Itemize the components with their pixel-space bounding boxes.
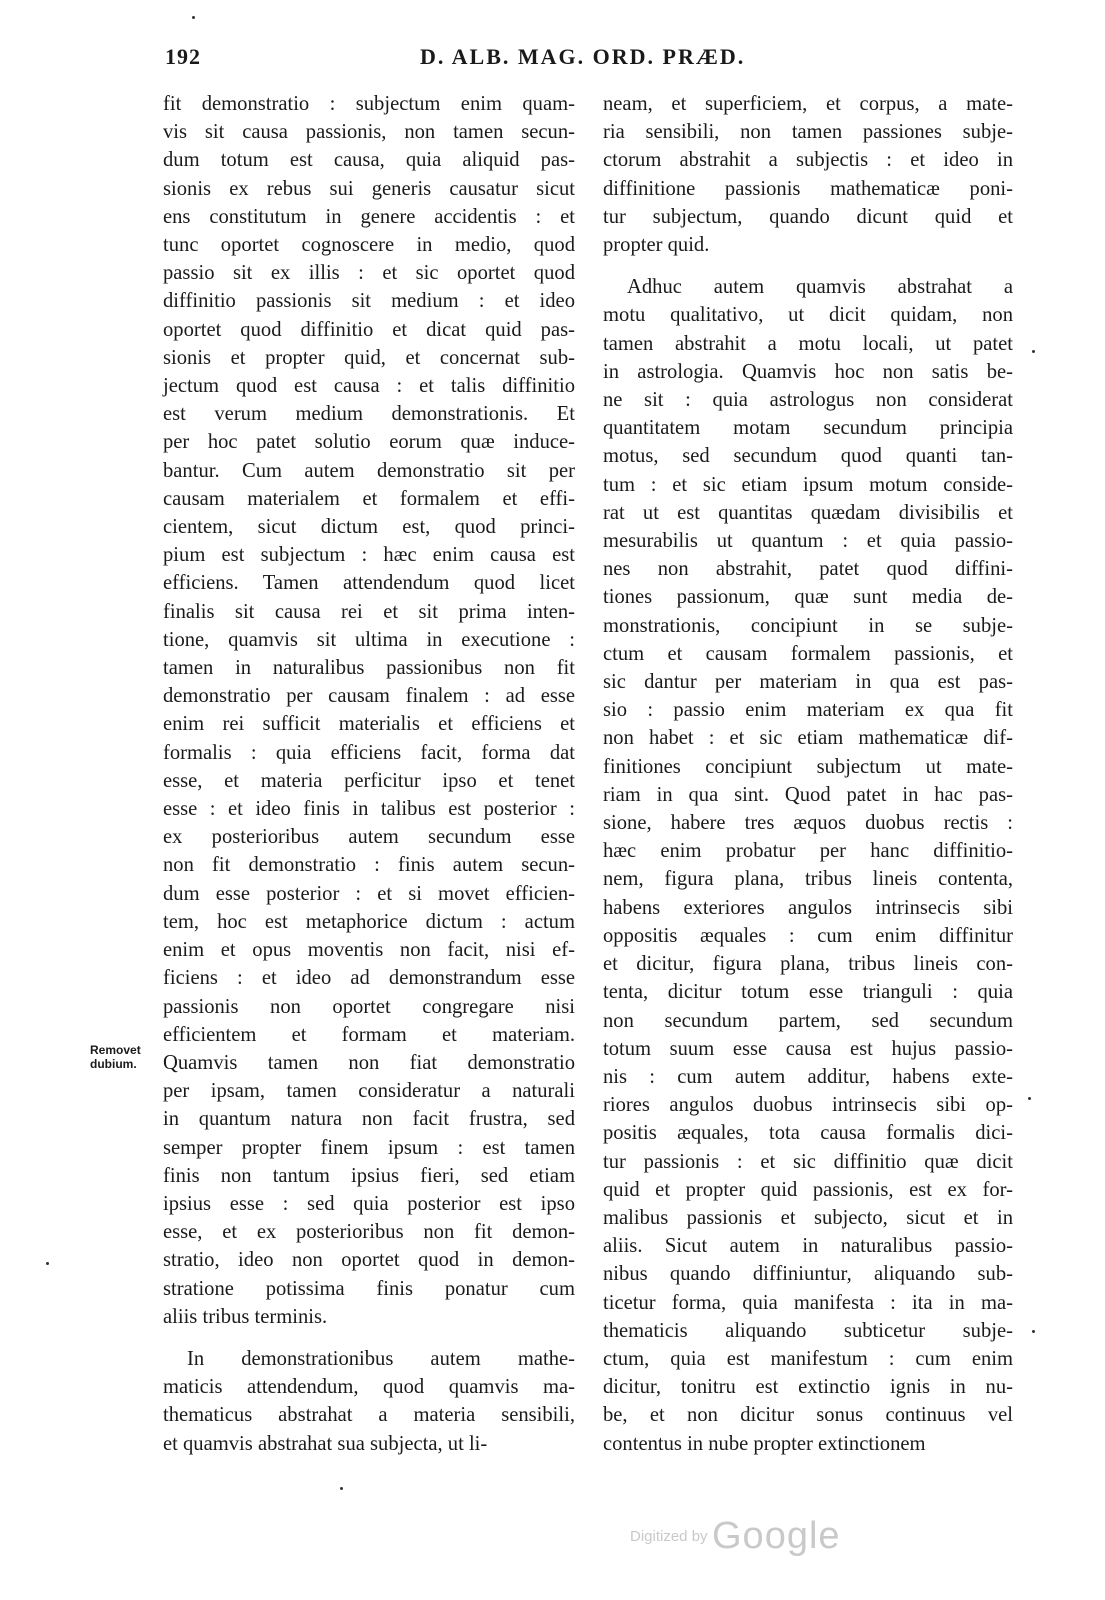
digitized-by-text: Digitized by [630,1528,708,1545]
text-line: ipsius esse : sed quia posterior est ipso [163,1192,575,1215]
text-line: formalis : quia efficiens facit, forma dat [163,741,575,764]
text-line: esse, et ex posterioribus non fit demon- [163,1221,575,1244]
text-line: bantur. Cum autem demonstratio sit per [163,459,575,482]
text-line: ens constitutum in genere accidentis : et [163,205,575,228]
text-line: non habet : et sic etiam mathematicæ dif- [603,727,1013,750]
text-line: non secundum partem, sed secundum [603,1009,1013,1032]
text-line: aliis. Sicut autem in naturalibus passio- [603,1235,1013,1258]
text-line: stratione potissima finis ponatur cum [163,1277,575,1300]
text-line: jectum quod est causa : et talis diffinitio [163,375,575,398]
text-line: neam, et superficiem, et corpus, a mate- [603,93,1013,115]
text-line: esse : et ideo finis in talibus est posterior : [163,798,575,821]
text-line: thematicis aliquando subticetur subje- [603,1319,1013,1342]
text-line: esse, et materia perficitur ipso et tenet [163,769,575,792]
text-line: ria sensibili, non tamen passiones subje- [603,121,1013,144]
text-line: malibus passionis et subjecto, sicut et in [603,1206,1013,1229]
text-line: tiones passionum, quæ sunt media de- [603,586,1013,609]
margin-note [90,1043,141,1071]
text-line: riores angulos duobus intrinsecis sibi op- [603,1094,1013,1117]
text-line: quantitatem motam secundum principia [603,417,1013,440]
text-line: dum totum est causa, quia aliquid pas- [163,149,575,172]
text-line: tione, quamvis sit ultima in executione : [163,628,575,651]
text-line: fit demonstratio : subjectum enim quam- [163,93,575,115]
text-line: diffinitio passionis sit medium : et ideo [163,290,575,313]
text-line: passionis non oportet congregare nisi [163,995,575,1018]
text-line: propter quid. [603,234,710,257]
text-line: stratio, ideo non oportet quod in demon- [163,1249,575,1272]
paragraph-gap [163,1331,575,1345]
text-line: enim et opus moventis non facit, nisi ef- [163,939,575,962]
paragraph [603,273,1013,1458]
paragraph [163,1345,575,1458]
text-line: hæc enim probatur per hanc diffinitio- [603,840,1013,863]
text-line: thematicus abstrahat a materia sensibili, [163,1404,575,1427]
text-line: sio : passio enim materiam ex qua fit [603,699,1013,722]
left-column [163,90,575,1458]
text-line: diffinitione passionis mathematicæ poni- [603,177,1013,200]
text-line: positis æquales, tota causa formalis dici- [603,1122,1013,1145]
text-line: et quamvis abstrahat sua subjecta, ut li- [163,1432,488,1455]
text-line: ctum, quia est manifestum : cum enim [603,1347,1013,1370]
text-line: tenta, dicitur totum esse trianguli : quia [603,981,1013,1004]
text-line: non fit demonstratio : finis autem secun- [163,854,575,877]
text-line: mesurabilis ut quantum : et quia passio- [603,530,1013,553]
text-line: rat ut est quantitas quædam divisibilis et [603,501,1013,524]
page-number: 192 [165,44,201,69]
scan-speck [1032,350,1035,353]
text-line: tur subjectum, quando dicunt quid et [603,205,1013,228]
margin-note-line: Removet [90,1043,141,1057]
text-line: tunc oportet cognoscere in medio, quod [163,234,575,257]
text-line: ctorum abstrahit a subjectis : et ideo in [603,149,1013,172]
text-line: cientem, sicut dictum est, quod princi- [163,516,575,539]
text-line: sione, habere tres æquos duobus rectis : [603,812,1013,835]
text-line: tem, hoc est metaphorice dictum : actum [163,910,575,933]
text-line: quid et propter quid passionis, est ex for- [603,1178,1013,1201]
text-line: per hoc patet solutio eorum quæ induce- [163,431,575,454]
text-line: be, et non dicitur sonus continuus vel [603,1404,1013,1427]
text-line: ticetur forma, quia manifesta : ita in ma- [603,1291,1013,1314]
text-line: tamen in naturalibus passionibus non fit [163,657,575,680]
text-line: nibus quando diffiniuntur, aliquando sub- [603,1263,1013,1286]
text-line: habens exteriores angulos intrinsecis sibi [603,896,1013,919]
scan-speck [192,16,195,19]
text-line: finis non tantum ipsius fieri, sed etiam [163,1164,575,1187]
text-line: pium est subjectum : hæc enim causa est [163,544,575,567]
text-line: finitiones concipiunt subjectum ut mate- [603,755,1013,778]
text-line: est verum medium demonstrationis. Et [163,403,575,426]
text-line: totum suum esse causa est hujus passio- [603,1037,1013,1060]
paragraph [163,90,575,1331]
scan-speck [340,1487,343,1490]
text-line: enim rei sufficit materialis et efficiens et [163,713,575,736]
text-line: tur passionis : et sic diffinitio quæ dicit [603,1150,1013,1173]
text-line: contentus in nube propter extinctionem [603,1432,926,1455]
margin-note-line: dubium. [90,1057,137,1071]
google-logo: Google [712,1515,841,1557]
text-line: ne sit : quia astrologus non considerat [603,389,1013,412]
text-line: et dicitur, figura plana, tribus lineis con- [603,953,1013,976]
text-line: passio sit ex illis : et sic oportet quod [163,262,575,285]
text-line: tum : et sic etiam ipsum motum conside- [603,473,1013,496]
text-line: efficiens. Tamen attendendum quod licet [163,572,575,595]
text-line: aliis tribus terminis. [163,1305,328,1328]
text-line: efficientem et formam et materiam. [163,1023,575,1046]
text-line: per ipsam, tamen consideratur a naturali [163,1080,575,1103]
text-line: ctum et causam formalem passionis, et [603,642,1013,665]
text-line: monstrationis, concipiunt in se subje- [603,614,1013,637]
text-line: vis sit causa passionis, non tamen secun- [163,121,575,144]
scan-speck [1028,1097,1031,1100]
text-line: in quantum natura non facit frustra, sed [163,1108,575,1131]
text-line: nis : cum autem additur, habens exte- [603,1065,1013,1088]
text-line: oppositis æquales : cum enim diffinitur [603,924,1013,947]
scan-speck [1032,1330,1035,1333]
text-line: sionis ex rebus sui generis causatur sicut [163,177,575,200]
text-line: tamen abstrahit a motu locali, ut patet [603,332,1013,355]
text-line: In demonstrationibus autem mathe- [187,1347,575,1370]
text-line: nes non abstrahit, patet quod diffini- [603,558,1013,581]
paragraph [603,90,1013,259]
right-column [603,90,1013,1458]
text-line: semper propter finem ipsum : est tamen [163,1136,575,1159]
running-title: D. ALB. MAG. ORD. PRÆD. [420,44,746,69]
text-line: nem, figura plana, tribus lineis contenta, [603,868,1013,891]
paragraph-gap [603,259,1013,273]
text-line: oportet quod diffinitio et dicat quid pas- [163,318,575,341]
text-line: Adhuc autem quamvis abstrahat a [627,276,1013,299]
text-line: sionis et propter quid, et concernat sub- [163,346,575,369]
text-line: sic dantur per materiam in qua est pas- [603,671,1013,694]
text-line: Quamvis tamen non fiat demonstratio [163,1051,575,1074]
text-line: riam in qua sint. Quod patet in hac pas- [603,783,1013,806]
digitized-watermark [630,1515,841,1558]
text-line: causam materialem et formalem et effi- [163,487,575,510]
text-line: dicitur, tonitru est extinctio ignis in nu- [603,1376,1013,1399]
text-line: ficiens : et ideo ad demonstrandum esse [163,967,575,990]
text-line: motu qualitativo, ut dicit quidam, non [603,304,1013,327]
text-line: demonstratio per causam finalem : ad esse [163,685,575,708]
text-line: finalis sit causa rei et sit prima inten- [163,600,575,623]
text-line: ex posterioribus autem secundum esse [163,826,575,849]
text-line: motus, sed secundum quod quanti tan- [603,445,1013,468]
text-line: in astrologia. Quamvis hoc non satis be- [603,360,1013,383]
scan-speck [46,1262,49,1265]
text-line: maticis attendendum, quod quamvis ma- [163,1376,575,1399]
text-line: dum esse posterior : et si movet efficien- [163,882,575,905]
